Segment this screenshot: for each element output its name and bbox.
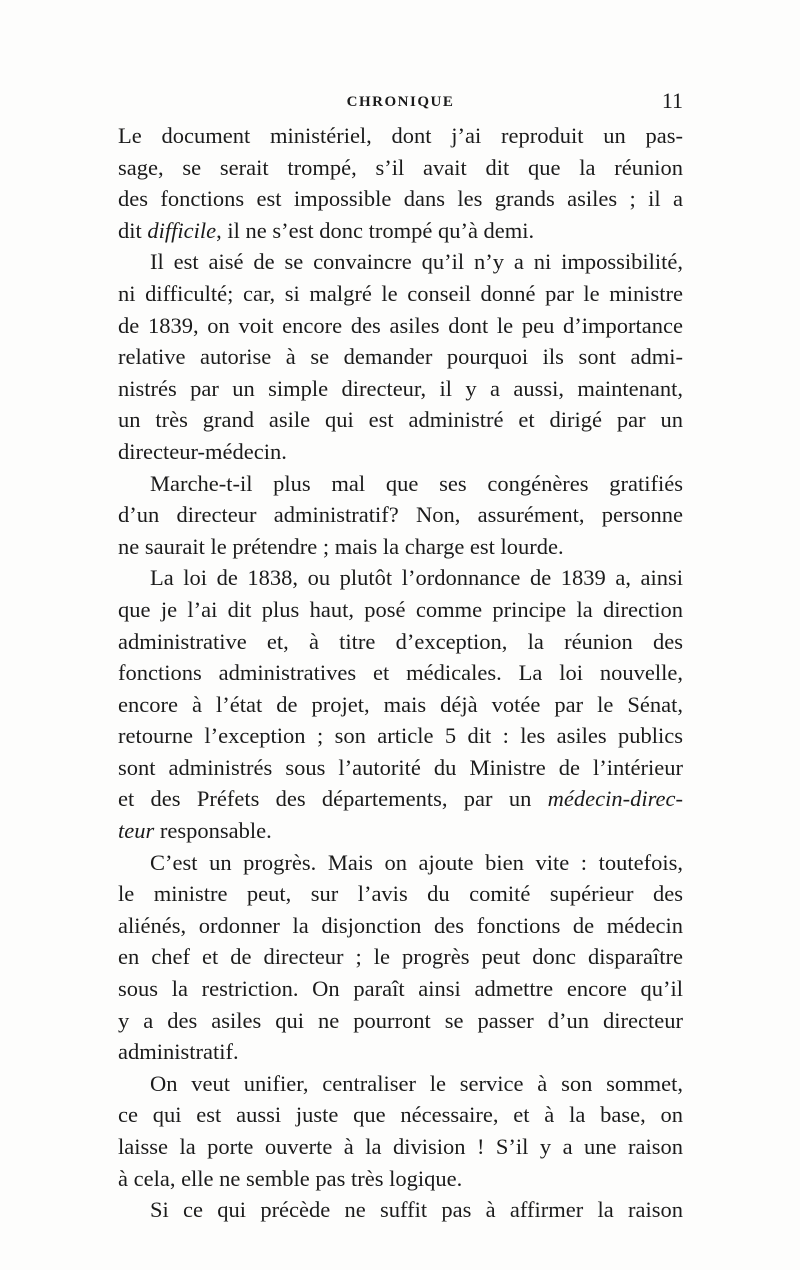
text-line: On veut unifier, centraliser le service à son sommet, [150,1070,683,1096]
text-line: encore à l’état de projet, mais déjà votée par le Sénat, [118,691,683,717]
text-line: nistrés par un simple directeur, il y a aussi, maintenant, [118,375,683,401]
text-line: sous la restriction. On paraît ainsi admettre encore qu’il [118,976,683,1002]
text-line: laisse la porte ouverte à la division ! S’il y a une raison [118,1134,683,1159]
text-line: que je l’ai dit plus haut, posé comme principe la direction [118,596,683,622]
text-line: directeur-médecin. [118,438,287,464]
text-line: teur responsable. [118,818,272,844]
text-line: le ministre peut, sur l’avis du comité supérieur des [118,881,683,907]
text-line: de 1839, on voit encore des asiles dont le peu d’importance [118,312,683,338]
text-line: Si ce qui précède ne suffit pas à affirmer la raison [150,1197,683,1223]
text-line: Il est aisé de se convaincre qu’il n’y a ni impossibilité, [150,249,683,275]
body-text [118,120,683,1226]
text-line: ni difficulté; car, si malgré le conseil donné par le ministre [118,280,683,306]
text-line: fonctions administratives et médicales. La loi nouvelle, [118,660,683,686]
text-line: à cela, elle ne semble pas très logique. [118,1165,463,1191]
text-line: retourne l’exception ; son article 5 dit : les asiles publics [118,723,683,749]
text-line: en chef et de directeur ; le progrès peut donc disparaître [118,944,683,970]
running-title: CHRONIQUE [346,94,455,110]
text-line: C’est un progrès. Mais on ajoute bien vite : toutefois, [150,849,683,875]
text-line: dit difficile, il ne s’est donc trompé qu’à demi. [118,217,535,243]
text-line: et des Préfets des départements, par un médecin-direc- [118,786,683,812]
text-line: ce qui est aussi juste que nécessaire, et à la base, on [118,1102,683,1128]
text-line: administrative et, à titre d’exception, la réunion des [118,628,683,654]
text-line: des fonctions est impossible dans les grands asiles ; il a [118,186,683,212]
text-line: sont administrés sous l’autorité du Ministre de l’intérieur [118,754,683,780]
text-line: administratif. [118,1039,239,1065]
text-line: aliénés, ordonner la disjonction des fonctions de médecin [118,912,683,938]
text-line: Marche-t-il plus mal que ses congénères gratifiés [150,470,683,496]
text-line: sage, se serait trompé, s’il avait dit que la réunion [118,154,683,180]
text-line: La loi de 1838, ou plutôt l’ordonnance de 1839 a, ainsi [150,565,683,591]
text-line: d’un directeur administratif? Non, assurément, personne [118,502,683,528]
text-line: y a des asiles qui ne pourront se passer d’un directeur [118,1007,683,1033]
page-number: 11 [661,88,683,113]
text-line: Le document ministériel, dont j’ai reproduit un pas- [118,123,683,148]
text-line: ne saurait le prétendre ; mais la charge est lourde. [118,533,564,559]
running-head [118,88,683,118]
text-line: un très grand asile qui est administré et dirigé par un [118,407,683,433]
text-line: relative autorise à se demander pourquoi ils sont admi- [118,344,683,370]
